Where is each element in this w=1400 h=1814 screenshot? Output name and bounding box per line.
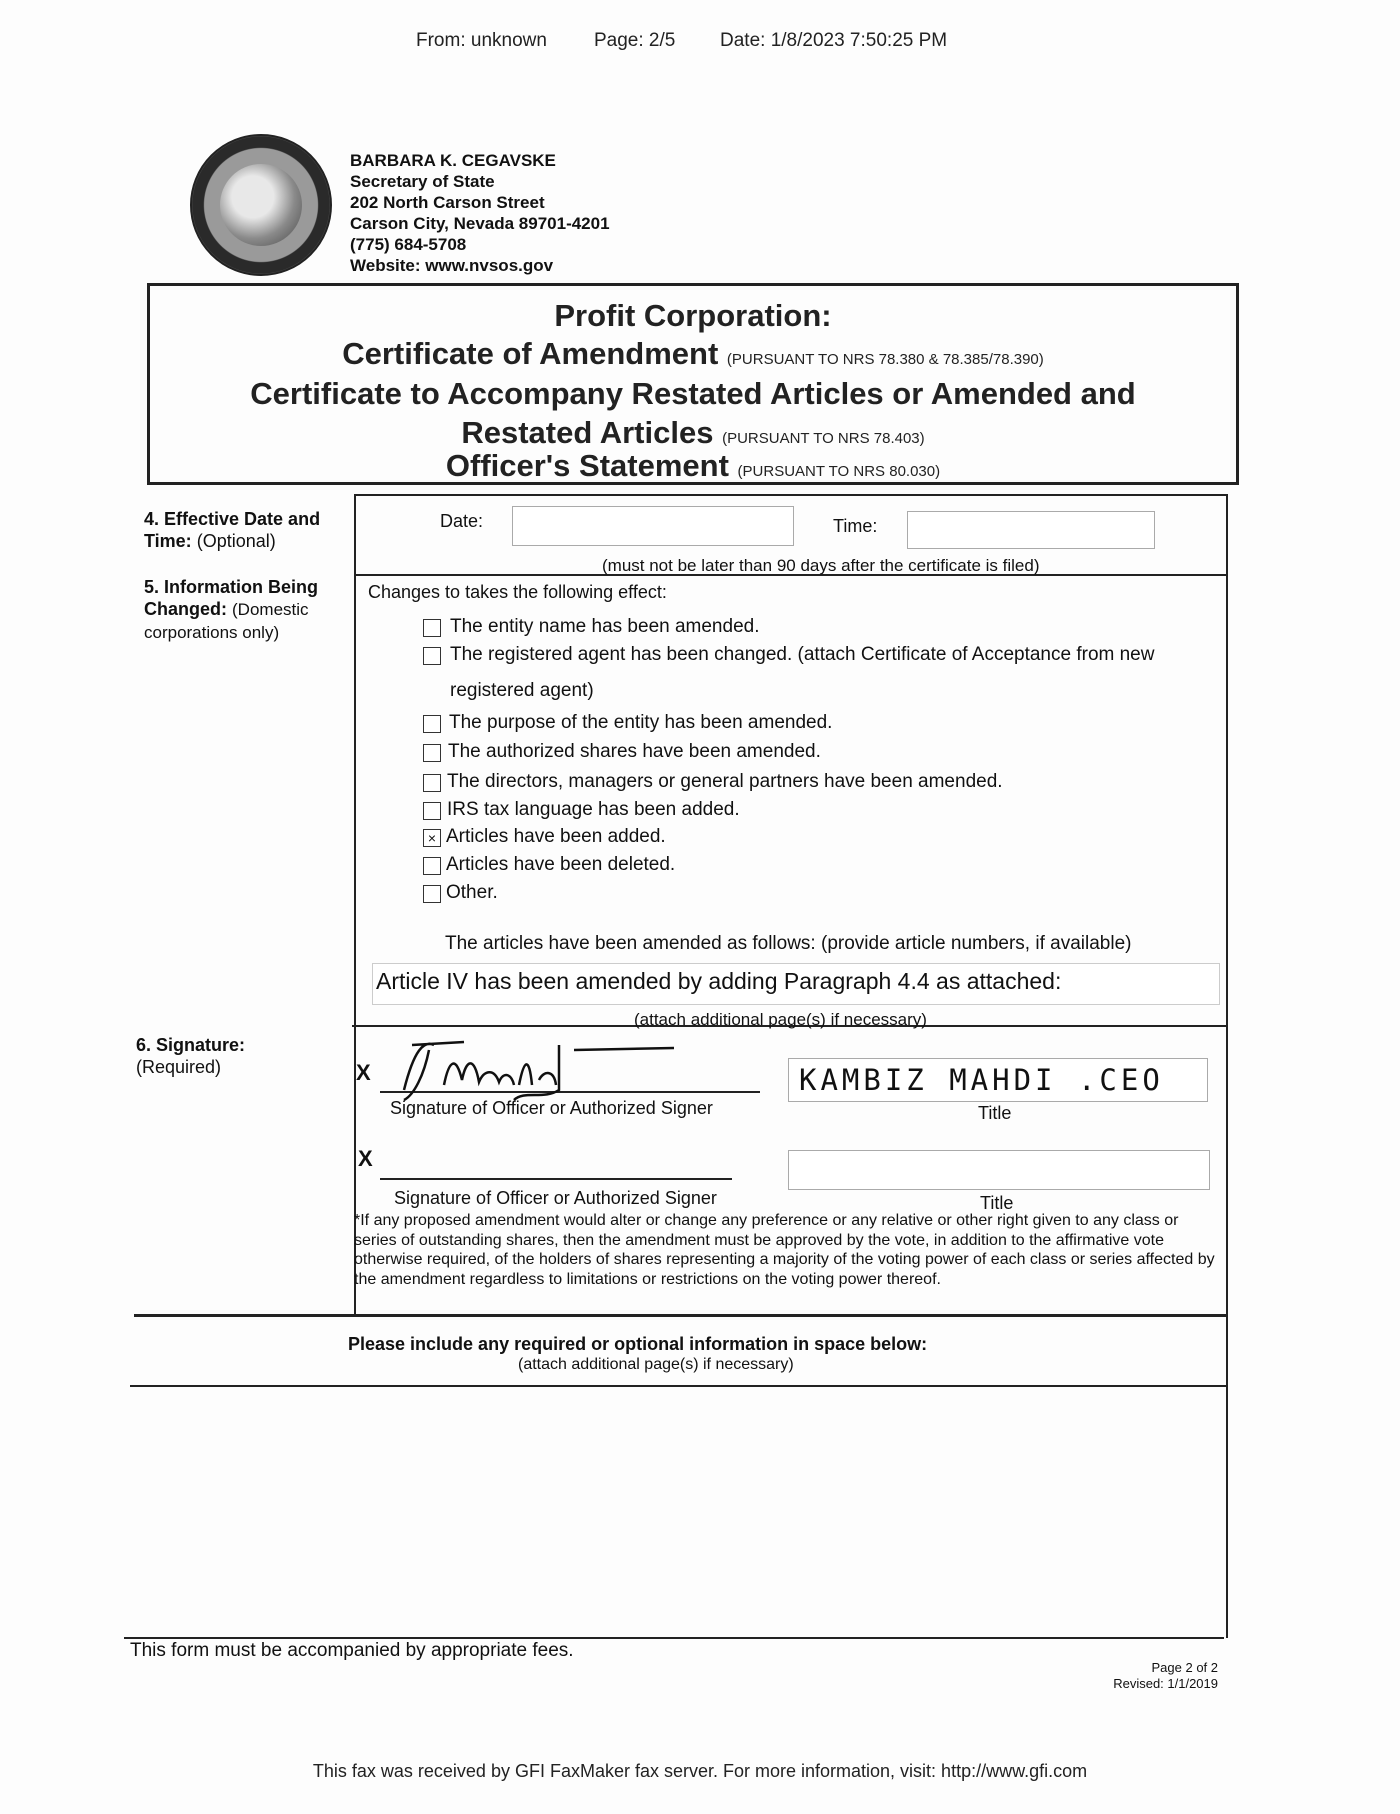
section-6-label: 6. Signature: (Required) xyxy=(136,1035,246,1077)
office-title: Secretary of State xyxy=(350,172,495,191)
option-checkbox[interactable] xyxy=(423,744,441,762)
office-address-block xyxy=(350,150,610,276)
option-checkbox[interactable] xyxy=(423,857,441,875)
row-divider xyxy=(354,494,1228,496)
fax-from: From: unknown xyxy=(416,30,547,51)
option-label: Other. xyxy=(446,882,498,903)
option-label: IRS tax language has been added. xyxy=(447,799,740,820)
title-line-4-note: (PURSUANT TO NRS 78.403) xyxy=(722,430,925,447)
section-5-label: 5. Information Being Changed: (Domestic corporations only) xyxy=(144,577,319,642)
title-line-3: Certificate to Accompany Restated Articles or Amended and xyxy=(250,376,1136,411)
right-border xyxy=(1226,494,1228,1638)
nevada-state-seal xyxy=(190,134,332,276)
option-checkbox[interactable] xyxy=(423,885,441,903)
option-checkbox[interactable] xyxy=(423,647,441,665)
effective-date-input[interactable] xyxy=(512,506,794,546)
option-checkbox[interactable] xyxy=(423,774,441,792)
additional-info-note: (attach additional page(s) if necessary) xyxy=(518,1356,794,1373)
x-mark: X xyxy=(358,1146,373,1171)
amended-intro: The articles have been amended as follows: (provide article numbers, if available) xyxy=(445,933,1132,954)
title-line-2: Certificate of Amendment (PURSUANT TO NRS 78.380 & 78.385/78.390) xyxy=(342,336,1044,371)
bottom-border xyxy=(124,1637,1224,1639)
title-line-5: Officer's Statement (PURSUANT TO NRS 80.030) xyxy=(445,448,941,483)
option-label: The purpose of the entity has been amended. xyxy=(449,712,833,733)
office-street: 202 North Carson Street xyxy=(350,193,545,212)
row-divider xyxy=(134,1314,1226,1317)
attach-note: (attach additional page(s) if necessary) xyxy=(634,1010,927,1029)
fax-date: Date: 1/8/2023 7:50:25 PM xyxy=(720,30,948,51)
page-number: Page 2 of 2 xyxy=(1151,1660,1218,1675)
option-label-continued: registered agent) xyxy=(450,680,594,701)
title-field-1[interactable] xyxy=(788,1058,1208,1102)
option-label: Articles have been added. xyxy=(446,826,666,847)
column-divider xyxy=(354,494,356,1314)
option-checkbox[interactable] xyxy=(423,715,441,733)
date-label: Date: xyxy=(440,511,484,531)
fees-note: This form must be accompanied by appropriate fees. xyxy=(130,1640,574,1661)
fax-page: Page: 2/5 xyxy=(594,30,676,51)
office-phone: (775) 684-5708 xyxy=(350,235,467,254)
form-title-box xyxy=(147,283,1239,485)
signature-line-2 xyxy=(380,1178,732,1180)
signer-caption-1: Signature of Officer or Authorized Signer xyxy=(390,1098,713,1118)
title-line-2-note: (PURSUANT TO NRS 78.380 & 78.385/78.390) xyxy=(726,351,1044,368)
option-label: The authorized shares have been amended. xyxy=(448,741,821,762)
additional-info-area[interactable] xyxy=(130,1390,1224,1634)
signer-caption-2: Signature of Officer or Authorized Signer xyxy=(394,1188,717,1208)
amendment-disclaimer: *If any proposed amendment would alter or change any preference or any relative or other right given to any class or series of outstanding shares, then the amendment must be approved by the vote, in addition to the affirmative vote otherwise required, of the holders of shares representing a majority of the voting power of each class or series affected by the amendment regardless to limitations or restrictions on the voting power thereof. xyxy=(354,1212,1215,1288)
option-label: The entity name has been amended. xyxy=(450,616,760,637)
additional-info-heading: Please include any required or optional information in space below: xyxy=(348,1334,928,1354)
title-caption-2: Title xyxy=(980,1193,1014,1213)
title-line-5-note: (PURSUANT TO NRS 80.030) xyxy=(737,463,941,480)
time-label: Time: xyxy=(833,516,878,536)
title-value-1: KAMBIZ MAHDI .CEO xyxy=(799,1063,1164,1097)
office-website: Website: www.nvsos.gov xyxy=(350,256,554,275)
amendment-text-field[interactable] xyxy=(372,963,1220,1005)
changes-intro: Changes to takes the following effect: xyxy=(368,582,667,602)
option-checkbox[interactable] xyxy=(423,802,441,820)
option-label: Articles have been deleted. xyxy=(446,854,676,875)
option-checkbox[interactable]: × xyxy=(423,829,441,847)
title-caption-1: Title xyxy=(978,1103,1012,1123)
page-info xyxy=(1040,1660,1218,1692)
office-city: Carson City, Nevada 89701-4201 xyxy=(350,214,610,233)
amendment-text: Article IV has been amended by adding Paragraph 4.4 as attached: xyxy=(376,968,1062,994)
row-divider xyxy=(130,1385,1226,1387)
option-label: The directors, managers or general partners have been amended. xyxy=(447,771,1003,792)
fax-footer: This fax was received by GFI FaxMaker fax server. For more information, visit: http://www.gfi.com xyxy=(312,1761,1088,1781)
office-name: BARBARA K. CEGAVSKE xyxy=(350,151,556,170)
title-line-1: Profit Corporation: xyxy=(554,298,832,333)
option-label: The registered agent has been changed. (attach Certificate of Acceptance from new xyxy=(450,644,1155,665)
effective-time-input[interactable] xyxy=(907,511,1155,549)
title-field-2[interactable] xyxy=(788,1150,1210,1190)
option-checkbox[interactable] xyxy=(423,619,441,637)
x-mark: X xyxy=(356,1060,371,1085)
date-note: (must not be later than 90 days after the certificate is filed) xyxy=(602,556,1040,575)
section-4-label: 4. Effective Date and Time: (Optional) xyxy=(144,509,321,551)
revised-date: Revised: 1/1/2019 xyxy=(1113,1676,1218,1691)
title-line-4: Restated Articles (PURSUANT TO NRS 78.403) xyxy=(461,415,925,450)
